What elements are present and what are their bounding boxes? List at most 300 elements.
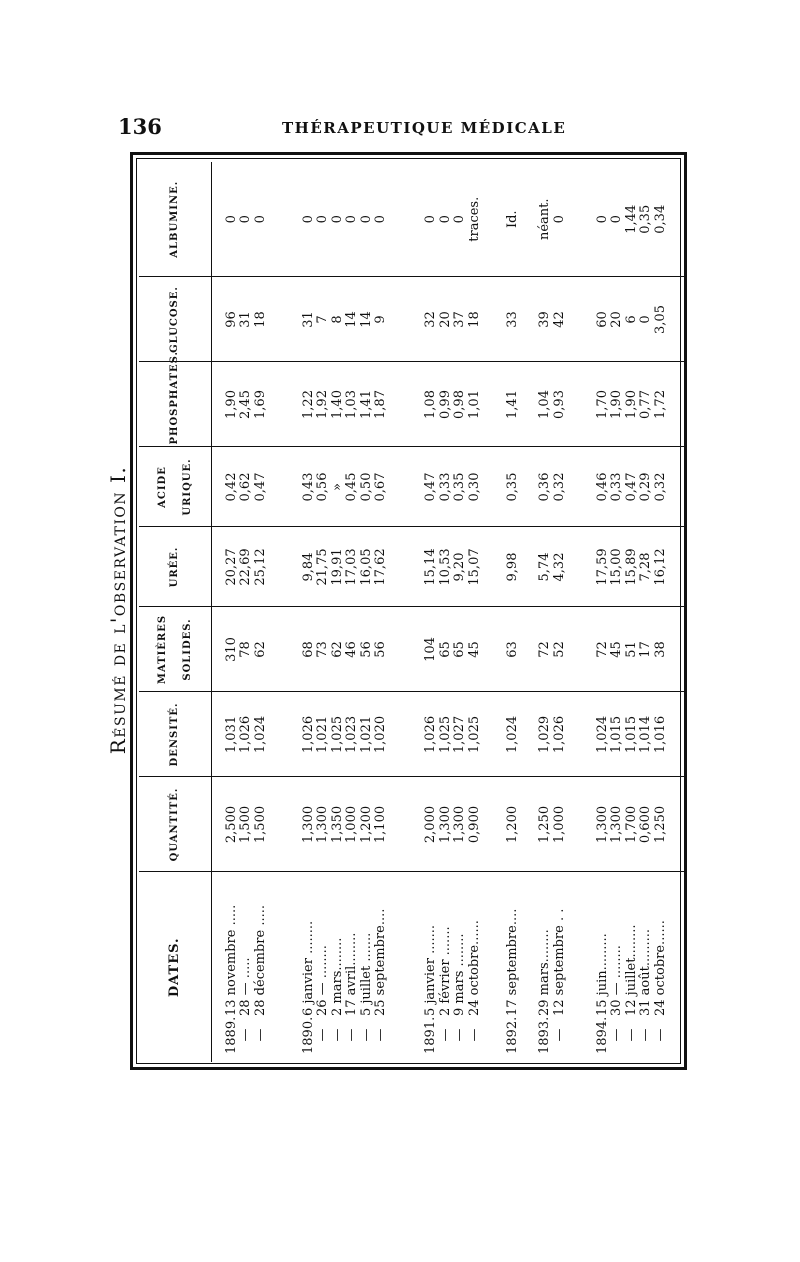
date-year: —	[452, 1028, 468, 1042]
table-row	[528, 162, 578, 1062]
densite-value: 1,026	[423, 715, 439, 754]
date-line	[468, 877, 483, 1055]
date-line	[374, 877, 389, 1055]
date-text: 17 avril........	[344, 932, 360, 1016]
acide-value: »	[329, 483, 345, 491]
glucose-value: 31	[238, 311, 254, 328]
densite-value: 1,026	[551, 715, 567, 754]
glucose-value: 37	[452, 311, 468, 328]
densite-cell	[409, 692, 498, 777]
phosphates-value: 0,93	[551, 390, 567, 419]
quantite-value: 2,000	[423, 805, 439, 844]
quantite-value: 1,000	[344, 805, 360, 844]
quantite-cell	[281, 777, 409, 872]
date-text: 2 mars........	[329, 937, 345, 1016]
date-year: —	[238, 1028, 254, 1042]
matieres-value: 104	[423, 637, 439, 662]
phosphates-value: 1,08	[423, 390, 439, 419]
quantite-value: 1,300	[315, 805, 331, 844]
quantite-value: 1,300	[452, 805, 468, 844]
date-year: —	[252, 1028, 268, 1042]
uree-value: 15,00	[609, 548, 625, 586]
albumine-value: 0	[238, 215, 254, 224]
glucose-cell	[409, 277, 498, 362]
densite-value: 1,029	[537, 715, 553, 754]
date-year: 1894.	[594, 1016, 610, 1054]
uree-value: 9,20	[452, 552, 468, 582]
phosphates-cell	[281, 362, 409, 447]
quantite-value: 1,500	[252, 805, 268, 844]
uree-cell	[498, 527, 528, 607]
albumine-value: 0,35	[638, 204, 654, 234]
phosphates-value: 1,22	[300, 390, 316, 419]
col-uree: URÉE.	[139, 527, 212, 607]
date-text: 6 janvier ........	[300, 920, 316, 1016]
phosphates-cell	[212, 362, 282, 447]
albumine-value: 0	[329, 215, 345, 224]
phosphates-value: 0,98	[452, 390, 468, 419]
date-text: 24 octobre......	[652, 920, 668, 1016]
albumine-value: 0	[437, 215, 453, 224]
table-title: Résumé de l'observation I.	[106, 465, 130, 755]
acide-value: 0,30	[467, 472, 483, 502]
date-text: 28 décembre .....	[252, 904, 268, 1016]
dates-cell	[578, 872, 686, 1062]
matieres-value: 63	[504, 641, 520, 658]
date-year: —	[652, 1028, 668, 1042]
phosphates-value: 1,41	[358, 390, 374, 419]
glucose-value: 32	[423, 311, 439, 328]
quantite-value: 1,300	[300, 805, 316, 844]
dates-cell	[212, 872, 282, 1062]
uree-value: 5,74	[537, 552, 553, 582]
densite-value: 1,020	[373, 715, 389, 754]
matieres-value: 45	[609, 641, 625, 658]
quantite-value: 1,250	[537, 805, 553, 844]
table-row	[212, 162, 282, 1062]
date-year: 1889.	[223, 1016, 239, 1054]
uree-value: 7,28	[638, 552, 654, 582]
glucose-value: 8	[329, 315, 345, 324]
date-text: 28 — .....	[238, 957, 254, 1016]
acide-value: 0,35	[504, 472, 520, 502]
date-line	[254, 877, 269, 1055]
glucose-value: 14	[358, 311, 374, 328]
matieres-value: 56	[373, 641, 389, 658]
date-text: 12 septembre . .	[551, 908, 567, 1016]
albumine-cell	[212, 162, 282, 277]
glucose-value: 7	[315, 315, 331, 324]
phosphates-cell	[409, 362, 498, 447]
observation-table	[139, 162, 686, 1062]
acide-cell	[578, 447, 686, 527]
date-line	[439, 877, 454, 1055]
albumine-value: 0	[551, 215, 567, 224]
acide-value: 0,29	[638, 472, 654, 502]
header-row	[139, 162, 212, 1062]
matieres-cell	[528, 607, 578, 692]
date-year: —	[638, 1028, 654, 1042]
uree-value: 9,98	[504, 552, 520, 582]
albumine-value: 0	[358, 215, 374, 224]
date-year: —	[344, 1028, 360, 1042]
uree-value: 4,32	[551, 552, 567, 582]
matieres-value: 38	[652, 641, 668, 658]
uree-value: 17,59	[594, 548, 610, 586]
matieres-value: 72	[594, 641, 610, 658]
date-line	[610, 877, 625, 1055]
quantite-cell	[409, 777, 498, 872]
rotated-table	[139, 162, 686, 1062]
dates-cell	[528, 872, 578, 1062]
acide-value: 0,47	[423, 472, 439, 502]
albumine-value: Id.	[504, 210, 520, 229]
date-text: 5 juillet .......	[358, 932, 374, 1016]
matieres-value: 52	[551, 641, 567, 658]
date-line	[345, 877, 360, 1055]
date-year: 1890.	[300, 1016, 316, 1054]
densite-cell	[528, 692, 578, 777]
col-glucose: GLUCOSE.	[139, 277, 212, 362]
acide-value: 0,47	[623, 472, 639, 502]
dates-cell	[498, 872, 528, 1062]
quantite-value: 1,300	[609, 805, 625, 844]
glucose-value: 18	[252, 311, 268, 328]
acide-value: 0,32	[551, 472, 567, 502]
table-row	[281, 162, 409, 1062]
densite-value: 1,026	[238, 715, 254, 754]
phosphates-value: 0,99	[437, 390, 453, 419]
uree-value: 16,12	[652, 548, 668, 586]
glucose-value: 14	[344, 311, 360, 328]
phosphates-value: 1,40	[329, 390, 345, 419]
albumine-value: 0	[300, 215, 316, 224]
date-text: 12 juillet........	[623, 924, 639, 1016]
table-row	[578, 162, 686, 1062]
acide-value: 0,47	[252, 472, 268, 502]
quantite-value: 0,600	[638, 805, 654, 844]
date-line	[316, 877, 331, 1055]
matieres-value: 78	[238, 641, 254, 658]
uree-value: 16,05	[358, 548, 374, 586]
matieres-cell	[281, 607, 409, 692]
albumine-value: 0	[452, 215, 468, 224]
uree-value: 9,84	[300, 552, 316, 582]
densite-value: 1,031	[223, 715, 239, 754]
date-line	[596, 877, 611, 1055]
acide-value: 0,33	[437, 472, 453, 502]
table-row	[498, 162, 528, 1062]
uree-value: 17,62	[373, 548, 389, 586]
matieres-cell	[578, 607, 686, 692]
albumine-cell	[578, 162, 686, 277]
acide-value: 0,32	[652, 472, 668, 502]
date-line	[654, 877, 669, 1055]
albumine-value: 0,34	[652, 204, 668, 234]
glucose-cell	[498, 277, 528, 362]
uree-value: 22,69	[238, 548, 254, 586]
acide-value: 0,50	[358, 472, 374, 502]
glucose-value: 0	[638, 315, 654, 324]
glucose-value: 39	[537, 311, 553, 328]
date-year: —	[358, 1028, 374, 1042]
glucose-value: 96	[223, 311, 239, 328]
phosphates-cell	[578, 362, 686, 447]
matieres-value: 62	[329, 641, 345, 658]
matieres-value: 68	[300, 641, 316, 658]
date-line	[239, 877, 254, 1055]
densite-cell	[212, 692, 282, 777]
date-year: —	[609, 1028, 625, 1042]
acide-value: 0,43	[300, 472, 316, 502]
date-year: 1892.	[504, 1016, 520, 1054]
densite-value: 1,026	[300, 715, 316, 754]
phosphates-value: 1,72	[652, 390, 668, 419]
date-line	[538, 877, 553, 1055]
uree-value: 15,07	[467, 548, 483, 586]
quantite-value: 1,200	[358, 805, 374, 844]
densite-value: 1,024	[594, 715, 610, 754]
phosphates-value: 1,69	[252, 390, 268, 419]
quantite-cell	[578, 777, 686, 872]
date-year: —	[315, 1028, 331, 1042]
glucose-cell	[528, 277, 578, 362]
col-dates: DATES.	[139, 872, 212, 1062]
dates-cell	[281, 872, 409, 1062]
date-line	[360, 877, 375, 1055]
date-year: —	[467, 1028, 483, 1042]
phosphates-value: 1,03	[344, 390, 360, 419]
matieres-cell	[409, 607, 498, 692]
densite-cell	[281, 692, 409, 777]
matieres-value: 65	[437, 641, 453, 658]
matieres-cell	[498, 607, 528, 692]
date-text: 30 — ........	[609, 945, 625, 1016]
densite-value: 1,027	[452, 715, 468, 754]
acide-cell	[281, 447, 409, 527]
glucose-value: 3,05	[652, 305, 668, 334]
uree-value: 20,27	[223, 548, 239, 586]
densite-value: 1,025	[437, 715, 453, 754]
albumine-value: 0	[594, 215, 610, 224]
phosphates-value: 1,90	[223, 390, 239, 419]
date-text: 9 mars ........	[452, 933, 468, 1016]
quantite-value: 1,200	[504, 805, 520, 844]
quantite-value: 1,300	[594, 805, 610, 844]
densite-value: 1,021	[358, 715, 374, 754]
matieres-value: 51	[623, 641, 639, 658]
albumine-value: 0	[315, 215, 331, 224]
glucose-cell	[578, 277, 686, 362]
densite-value: 1,015	[609, 715, 625, 754]
glucose-value: 18	[467, 311, 483, 328]
date-year: —	[551, 1028, 567, 1042]
glucose-value: 31	[300, 311, 316, 328]
densite-value: 1,024	[252, 715, 268, 754]
date-line	[302, 877, 317, 1055]
date-year: 1893.	[537, 1016, 553, 1054]
albumine-value: néant.	[537, 198, 553, 241]
uree-value: 21,75	[315, 548, 331, 586]
acide-value: 0,45	[344, 472, 360, 502]
acide-value: 0,56	[315, 472, 331, 502]
acide-value: 0,36	[537, 472, 553, 502]
albumine-value: 1,44	[623, 204, 639, 234]
albumine-value: 0	[344, 215, 360, 224]
uree-cell	[212, 527, 282, 607]
date-text: 24 octobre......	[467, 920, 483, 1016]
quantite-cell	[498, 777, 528, 872]
phosphates-value: 0,77	[638, 390, 654, 419]
date-text: 5 janvier .......	[423, 924, 439, 1016]
phosphates-value: 1,04	[537, 390, 553, 419]
uree-value: 17,03	[344, 548, 360, 586]
table-row	[409, 162, 498, 1062]
densite-value: 1,016	[652, 715, 668, 754]
uree-value: 19,91	[329, 548, 345, 586]
date-line	[225, 877, 240, 1055]
date-line	[625, 877, 640, 1055]
matieres-value: 17	[638, 641, 654, 658]
quantite-value: 1,500	[238, 805, 254, 844]
acide-value: 0,67	[373, 472, 389, 502]
densite-cell	[498, 692, 528, 777]
table-body	[212, 162, 687, 1062]
quantite-value: 1,000	[551, 805, 567, 844]
densite-value: 1,014	[638, 715, 654, 754]
phosphates-value: 1,90	[623, 390, 639, 419]
date-text: 25 septembre....	[373, 908, 389, 1016]
albumine-value: 0	[609, 215, 625, 224]
albumine-cell	[528, 162, 578, 277]
glucose-value: 20	[437, 311, 453, 328]
densite-value: 1,024	[504, 715, 520, 754]
date-line	[639, 877, 654, 1055]
col-acide: ACIDE URIQUE.	[139, 447, 212, 527]
quantite-value: 1,350	[329, 805, 345, 844]
acide-value: 0,35	[452, 472, 468, 502]
date-year: —	[373, 1028, 389, 1042]
glucose-value: 42	[551, 311, 567, 328]
matieres-value: 62	[252, 641, 268, 658]
densite-value: 1,025	[467, 715, 483, 754]
col-albumine: ALBUMINE.	[139, 162, 212, 277]
matieres-value: 45	[467, 641, 483, 658]
date-year: —	[437, 1028, 453, 1042]
albumine-cell	[281, 162, 409, 277]
acide-cell	[498, 447, 528, 527]
date-text: 2 février .......	[437, 926, 453, 1016]
glucose-cell	[212, 277, 282, 362]
albumine-value: traces.	[467, 196, 483, 242]
glucose-cell	[281, 277, 409, 362]
albumine-value: 0	[223, 215, 239, 224]
phosphates-cell	[528, 362, 578, 447]
densite-value: 1,021	[315, 715, 331, 754]
date-year: —	[623, 1028, 639, 1042]
uree-cell	[281, 527, 409, 607]
phosphates-value: 1,41	[504, 390, 520, 419]
quantite-value: 1,300	[437, 805, 453, 844]
matieres-cell	[212, 607, 282, 692]
uree-cell	[578, 527, 686, 607]
densite-cell	[578, 692, 686, 777]
date-text: 15 juin.........	[594, 933, 610, 1016]
col-matieres: MATIÈRES SOLIDES.	[139, 607, 212, 692]
quantite-value: 0,900	[467, 805, 483, 844]
date-line	[506, 877, 521, 1055]
albumine-value: 0	[252, 215, 268, 224]
phosphates-value: 1,90	[609, 390, 625, 419]
matieres-value: 310	[223, 637, 239, 662]
matieres-value: 46	[344, 641, 360, 658]
quantite-cell	[528, 777, 578, 872]
date-year: 1891.	[423, 1016, 439, 1054]
dates-cell	[409, 872, 498, 1062]
date-line	[424, 877, 439, 1055]
date-text: 29 mars........	[537, 929, 553, 1016]
glucose-value: 60	[594, 311, 610, 328]
phosphates-cell	[498, 362, 528, 447]
albumine-value: 0	[423, 215, 439, 224]
phosphates-value: 2,45	[238, 390, 254, 419]
phosphates-value: 1,87	[373, 390, 389, 419]
glucose-value: 33	[504, 311, 520, 328]
phosphates-value: 1,01	[467, 390, 483, 419]
glucose-value: 6	[623, 315, 639, 324]
col-phosphates: PHOSPHATES.	[139, 362, 212, 447]
date-text: 26 — ........	[315, 945, 331, 1016]
acide-value: 0,33	[609, 472, 625, 502]
densite-value: 1,025	[329, 715, 345, 754]
acide-cell	[409, 447, 498, 527]
glucose-value: 9	[373, 315, 389, 324]
albumine-value: 0	[373, 215, 389, 224]
matieres-value: 72	[537, 641, 553, 658]
quantite-value: 1,100	[373, 805, 389, 844]
date-text: 13 novembre .....	[223, 904, 239, 1016]
densite-value: 1,023	[344, 715, 360, 754]
acide-value: 0,46	[594, 472, 610, 502]
uree-value: 15,89	[623, 548, 639, 586]
quantite-value: 2,500	[223, 805, 239, 844]
uree-value: 25,12	[252, 548, 268, 586]
date-text: 17 septembre....	[504, 908, 520, 1016]
acide-value: 0,42	[223, 472, 239, 502]
acide-value: 0,62	[238, 472, 254, 502]
date-text: 31 août.........	[638, 928, 654, 1016]
col-quantite: QUANTITÉ.	[139, 777, 212, 872]
running-head: THÉRAPEUTIQUE MÉDICALE	[282, 119, 567, 137]
phosphates-value: 1,92	[315, 390, 331, 419]
col-densite: DENSITÉ.	[139, 692, 212, 777]
albumine-cell	[409, 162, 498, 277]
quantite-value: 1,700	[623, 805, 639, 844]
date-line	[553, 877, 568, 1055]
uree-value: 10,53	[437, 548, 453, 586]
acide-cell	[212, 447, 282, 527]
quantite-cell	[212, 777, 282, 872]
page-number: 136	[118, 114, 162, 139]
densite-value: 1,015	[623, 715, 639, 754]
date-year: —	[329, 1028, 345, 1042]
uree-cell	[409, 527, 498, 607]
quantite-value: 1,250	[652, 805, 668, 844]
albumine-cell	[498, 162, 528, 277]
date-line	[331, 877, 346, 1055]
phosphates-value: 1,70	[594, 390, 610, 419]
glucose-value: 20	[609, 311, 625, 328]
